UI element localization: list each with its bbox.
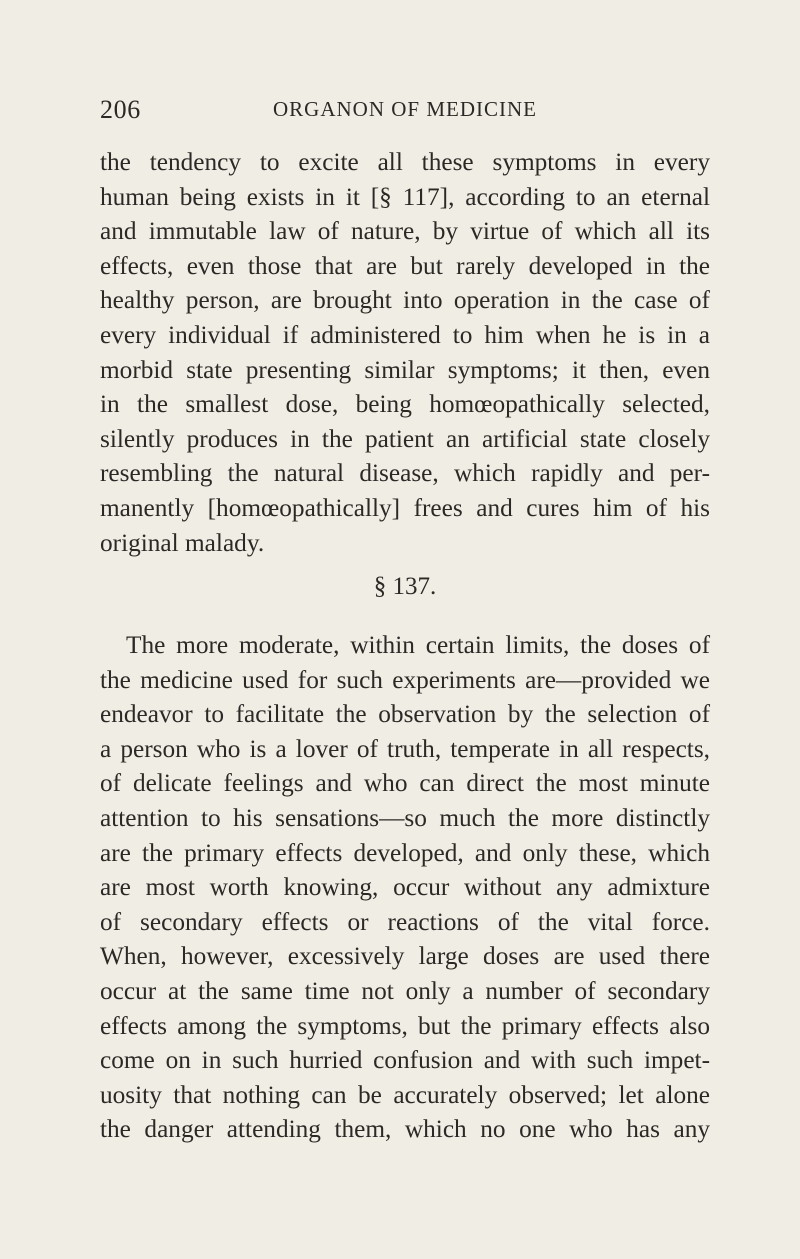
text-line: come on in such hurried confusion and with such impet-: [100, 1046, 710, 1075]
text-line: the danger attending them, which no one who has any: [100, 1115, 710, 1144]
text-line: When, however, excessively large doses are used there: [100, 942, 710, 971]
text-line: silently produces in the patient an artificial state closely: [100, 424, 710, 453]
text-line: the tendency to excite all these symptoms in every: [100, 148, 710, 176]
section-heading: § 137.: [373, 573, 437, 600]
text-line: uosity that nothing can be accurately observed; let alone: [100, 1080, 710, 1109]
text-line: attention to his sensations—so much the more distinctly: [100, 803, 710, 832]
text-line: in the smallest dose, being homœopathically selected,: [100, 390, 710, 419]
text-line: human being exists in it [§ 117], according to an eternal: [100, 182, 710, 211]
running-title: ORGANON OF MEDICINE: [273, 97, 537, 121]
text-line: healthy person, are brought into operation in the case of: [100, 286, 710, 315]
text-line: effects among the symptoms, but the primary effects also: [100, 1011, 710, 1040]
text-line: manently [homœopathically] frees and cures him of his: [100, 493, 710, 522]
text-line: are most worth knowing, occur without any admixture: [100, 873, 710, 902]
page-number: 206: [100, 95, 141, 124]
text-line: every individual if administered to him when he is in a: [100, 320, 710, 349]
text-line: of delicate feelings and who can direct the most minute: [100, 769, 710, 798]
text-line: a person who is a lover of truth, temperate in all respects,: [100, 734, 710, 763]
text-line: and immutable law of nature, by virtue of which all its: [100, 217, 710, 246]
text-line: are the primary effects developed, and only these, which: [100, 838, 710, 867]
text-line: original malady.: [100, 528, 265, 557]
paragraph-continued: [100, 145, 710, 560]
paragraph-section-137: [100, 628, 710, 1147]
text-line: The more moderate, within certain limits, the doses of: [126, 631, 710, 659]
text-line: of secondary effects or reactions of the vital force.: [100, 907, 710, 936]
text-line: morbid state presenting similar symptoms; it then, even: [100, 355, 710, 384]
text-line: effects, even those that are but rarely developed in the: [100, 251, 710, 280]
text-line: resembling the natural disease, which rapidly and per-: [100, 459, 710, 488]
text-line: occur at the same time not only a number of secondary: [100, 976, 710, 1005]
running-header: [100, 95, 710, 129]
text-line: endeavor to facilitate the observation by the selection of: [100, 700, 710, 729]
text-line: the medicine used for such experiments are—provided we: [100, 665, 710, 694]
